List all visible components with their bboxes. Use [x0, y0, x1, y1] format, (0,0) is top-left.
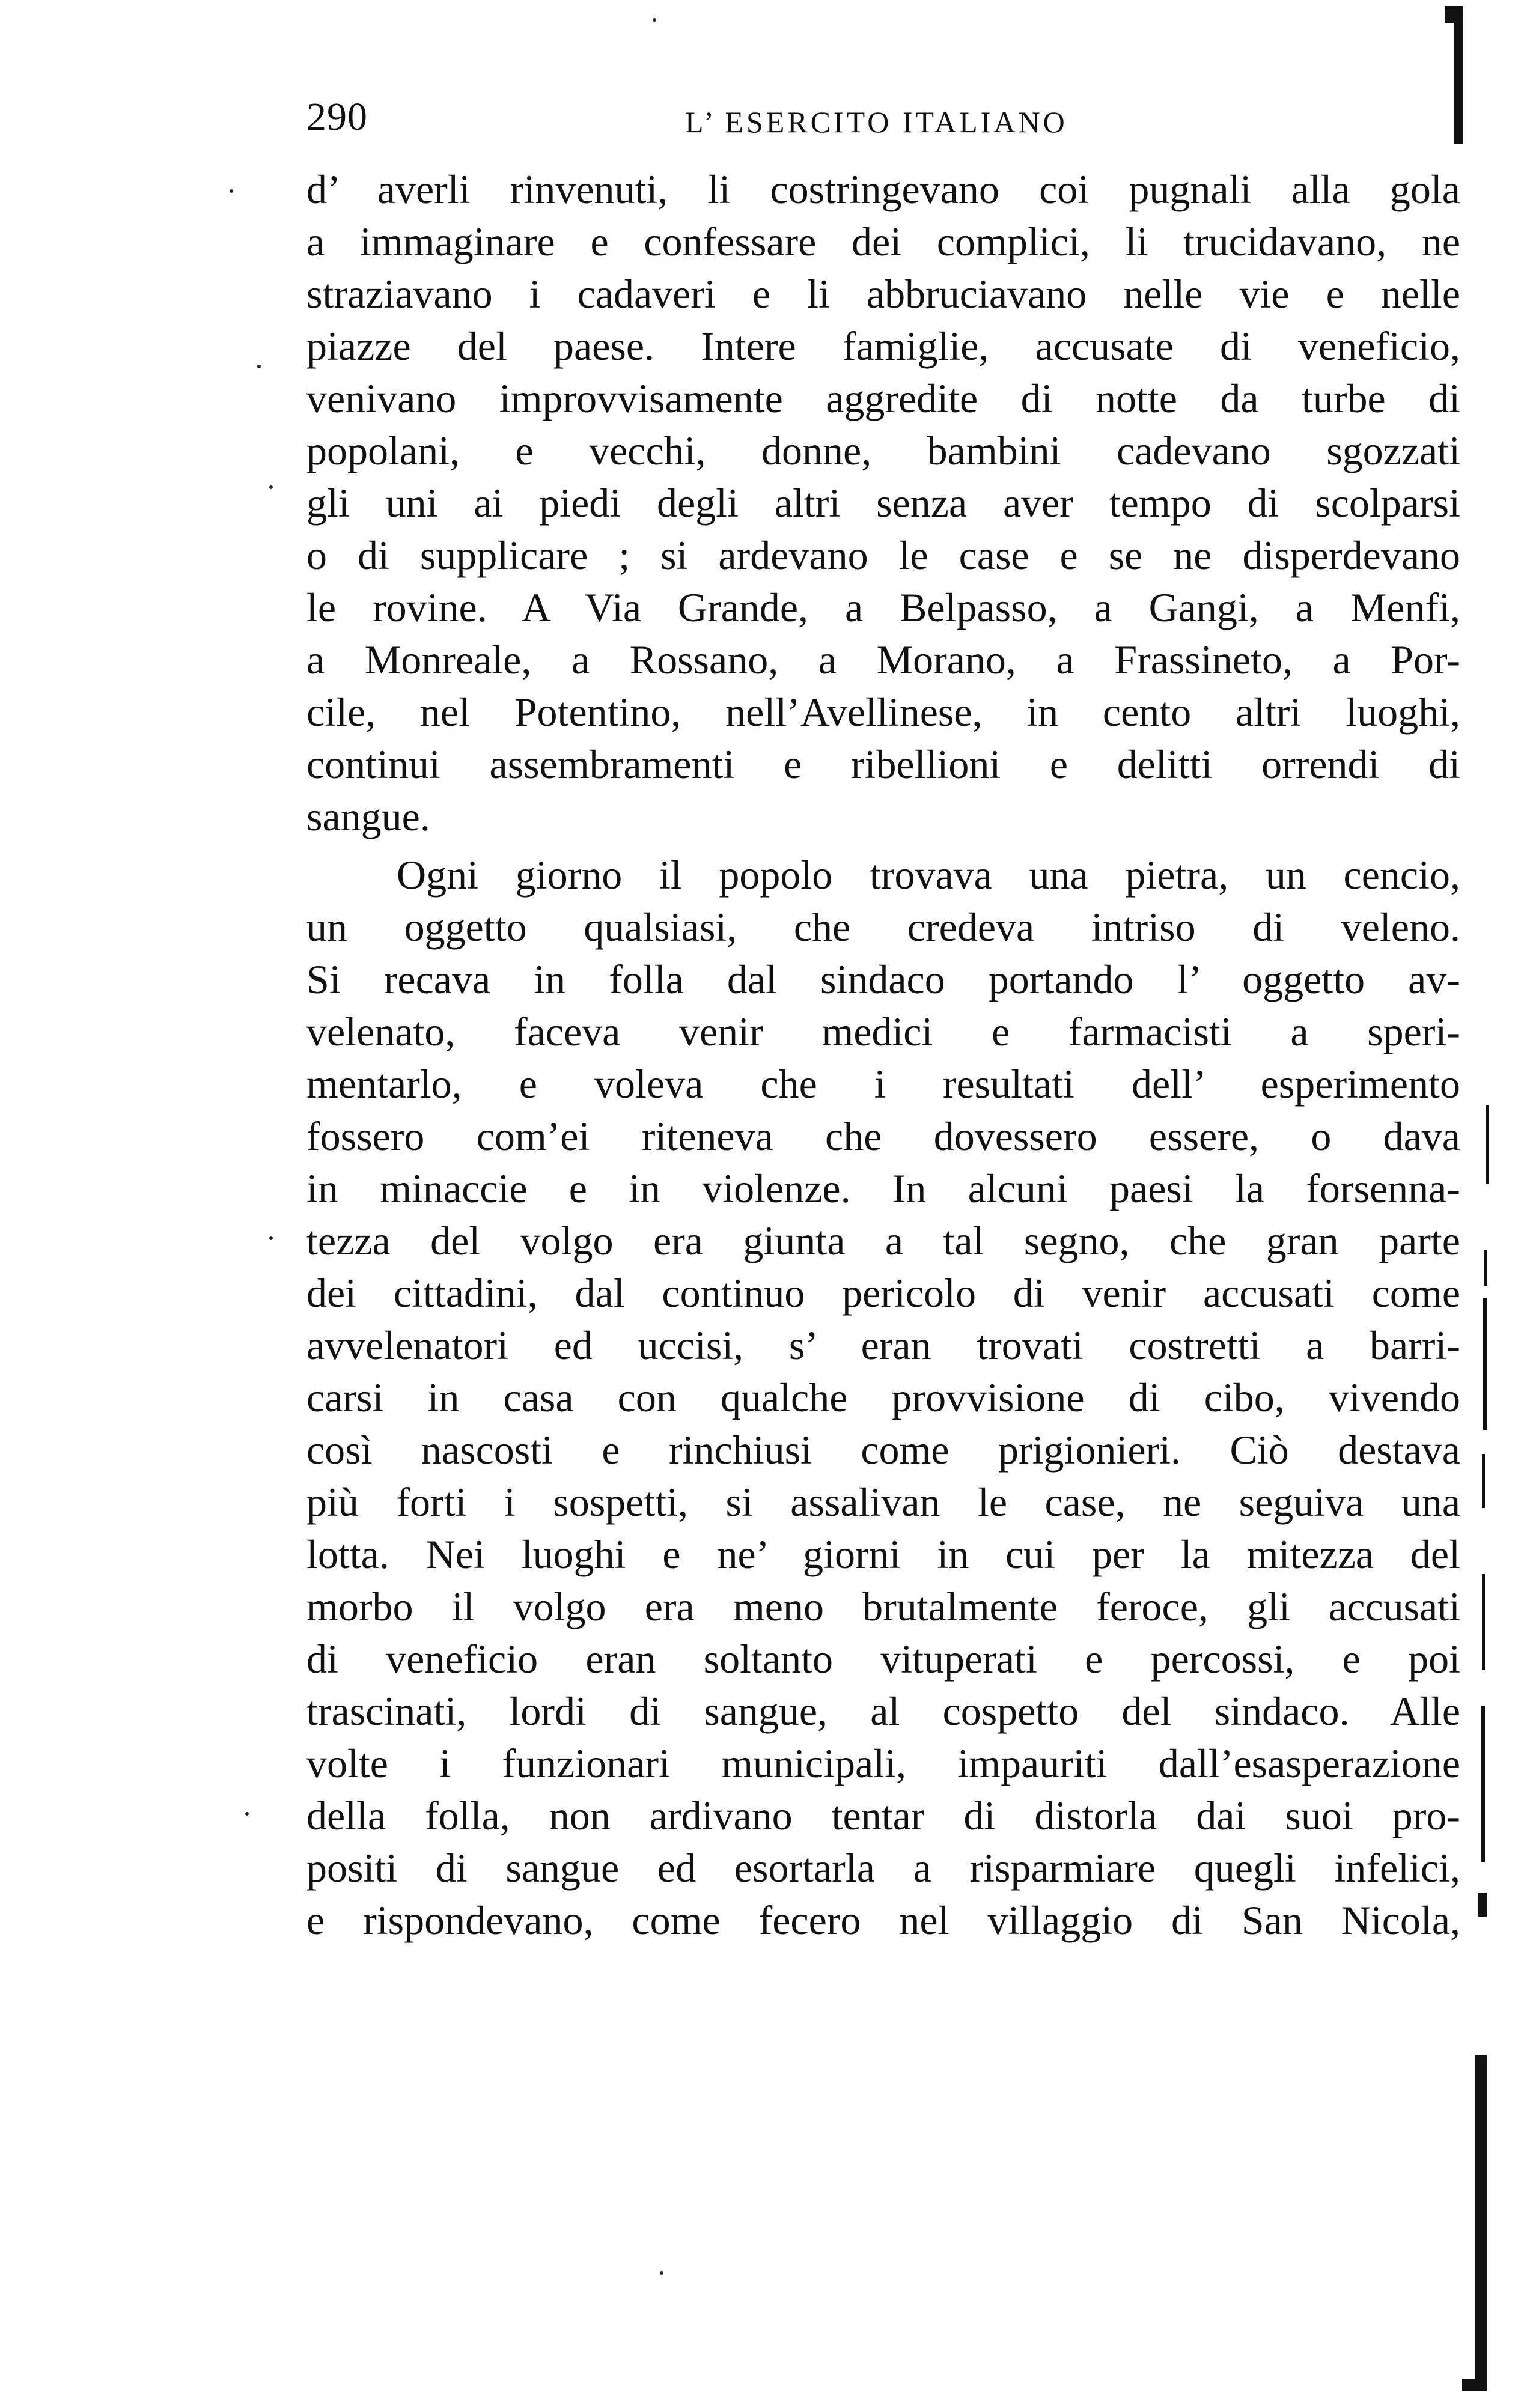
- paragraph-first-line: Ogni giorno il popolo trovava una pietra, un cencio,: [397, 852, 1460, 898]
- text-line: popolani, e vecchi, donne, bambini cadevano sgozzati: [306, 428, 1460, 473]
- page-number: 290: [306, 95, 368, 139]
- text-line: positi di sangue ed esortarla a risparmiare quegli infelici,: [306, 1845, 1460, 1891]
- text-line: trascinati, lordi di sangue, al cospetto del sindaco. Alle: [306, 1688, 1460, 1734]
- scan-edge-mark: [1475, 2055, 1487, 2391]
- scan-edge-mark: [1484, 1250, 1487, 1286]
- text-line: continui assembramenti e ribellioni e delitti orrendi di: [306, 741, 1460, 787]
- text-line: gli uni ai piedi degli altri senza aver tempo di scolparsi: [306, 480, 1460, 526]
- scan-edge-mark: [1454, 6, 1463, 144]
- text-line: così nascosti e rinchiusi come prigionieri. Ciò destava: [306, 1427, 1460, 1473]
- scan-edge-mark: [1482, 1574, 1485, 1670]
- scan-edge-mark: [1483, 1298, 1487, 1430]
- text-line: avvelenatori ed uccisi, s’ eran trovati costretti a barri-: [306, 1322, 1460, 1368]
- text-line: velenato, faceva venir medici e farmacisti a speri-: [306, 1009, 1460, 1054]
- text-line: a Monreale, a Rossano, a Morano, a Frassineto, a Por-: [306, 637, 1460, 683]
- text-line: lotta. Nei luoghi e ne’ giorni in cui per la mitezza del: [306, 1531, 1460, 1577]
- text-line: Si recava in folla dal sindaco portando l’ oggetto av-: [306, 956, 1460, 1002]
- text-line: mentarlo, e voleva che i resultati dell’ esperimento: [306, 1061, 1460, 1107]
- scan-edge-mark: [1478, 1893, 1487, 1917]
- text-line: di veneficio eran soltanto vituperati e percossi, e poi: [306, 1636, 1460, 1682]
- scan-speck: [269, 485, 273, 489]
- scan-edge-mark: [1481, 1706, 1485, 1862]
- text-line: cile, nel Potentino, nell’Avellinese, in cento altri luoghi,: [306, 689, 1460, 735]
- scan-speck: [245, 1812, 249, 1816]
- text-line: straziavano i cadaveri e li abbruciavano nelle vie e nelle: [306, 271, 1460, 317]
- scan-speck: [660, 2271, 663, 2275]
- text-line: in minaccie e in violenze. In alcuni paesi la forsenna-: [306, 1166, 1460, 1211]
- text-line: le rovine. A Via Grande, a Belpasso, a Gangi, a Menfi,: [306, 585, 1460, 630]
- text-line: volte i funzionari municipali, impauriti dall’esasperazione: [306, 1741, 1460, 1786]
- text-line: a immaginare e confessare dei complici, li trucidavano, ne: [306, 219, 1460, 264]
- scan-speck: [653, 18, 656, 22]
- scan-speck: [230, 189, 233, 193]
- text-line: un oggetto qualsiasi, che credeva intriso di veleno.: [306, 904, 1460, 950]
- text-line: più forti i sospetti, si assalivan le case, ne seguiva una: [306, 1479, 1460, 1525]
- text-line: d’ averli rinvenuti, li costringevano coi pugnali alla gola: [306, 166, 1460, 212]
- scan-edge-mark: [1482, 1454, 1485, 1508]
- text-line: tezza del volgo era giunta a tal segno, che gran parte: [306, 1218, 1460, 1263]
- scan-edge-mark: [1445, 6, 1463, 23]
- text-line: o di supplicare ; si ardevano le case e se ne disperdevano: [306, 532, 1460, 578]
- page-header: [306, 90, 1460, 144]
- text-line: piazze del paese. Intere famiglie, accusate di veneficio,: [306, 323, 1460, 369]
- text-line: sangue.: [306, 794, 430, 839]
- text-line: venivano improvvisamente aggredite di notte da turbe di: [306, 375, 1460, 421]
- running-title: L’ ESERCITO ITALIANO: [685, 105, 1068, 139]
- text-line: dei cittadini, dal continuo pericolo di venir accusati come: [306, 1270, 1460, 1316]
- scan-speck: [269, 1236, 273, 1240]
- scan-edge-mark: [1462, 2379, 1487, 2391]
- scan-edge-mark: [1486, 1105, 1489, 1184]
- text-line: e rispondevano, come fecero nel villaggio di San Nicola,: [306, 1897, 1460, 1943]
- text-line: morbo il volgo era meno brutalmente feroce, gli accusati: [306, 1584, 1460, 1629]
- text-line: fossero com’ei riteneva che dovessero essere, o dava: [306, 1113, 1460, 1159]
- text-line: carsi in casa con qualche provvisione di cibo, vivendo: [306, 1375, 1460, 1420]
- scan-speck: [257, 365, 261, 368]
- body-text: [306, 163, 1460, 1947]
- text-line: della folla, non ardivano tentar di distorla dai suoi pro-: [306, 1793, 1460, 1838]
